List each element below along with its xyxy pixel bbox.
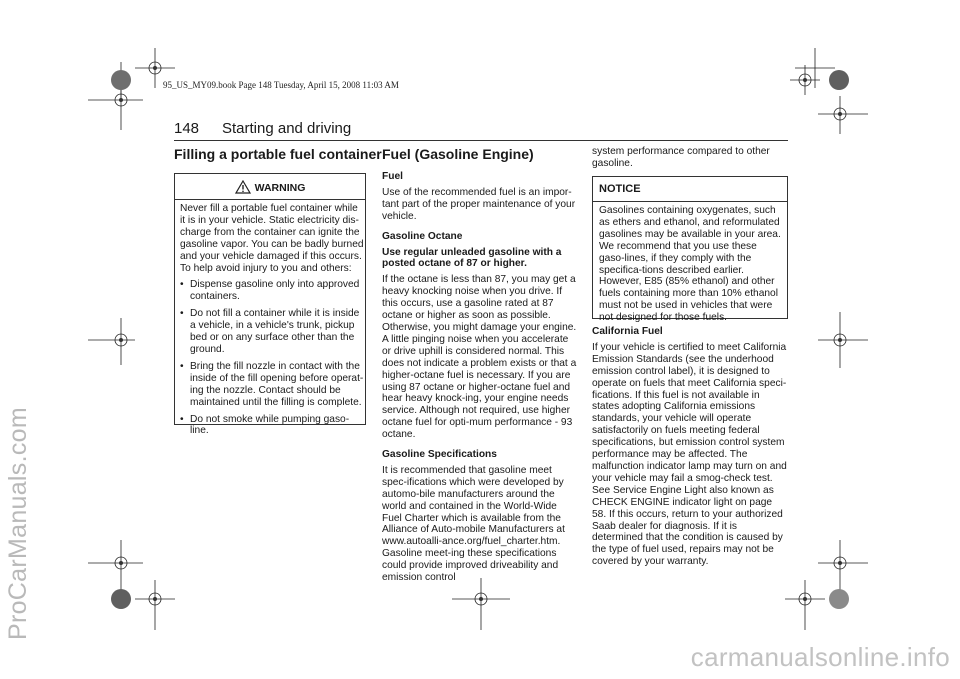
fuel-section xyxy=(382,171,578,592)
california-subheading: California Fuel xyxy=(592,326,663,337)
octane-bold-text: Use regular unleaded gasoline with a posted octane of 87 or higher. xyxy=(382,246,562,270)
warning-list xyxy=(180,279,364,437)
page-number: 148 xyxy=(174,120,200,137)
header-rule xyxy=(174,140,788,141)
fuel-paragraph: Use of the recommended fuel is an impor-tant part of the proper maintenance of your vehicle. xyxy=(382,186,576,222)
heading-portable-fuel: Filling a portable fuel container xyxy=(174,146,382,162)
watermark-left: ProCarManuals.com xyxy=(4,407,32,640)
california-fuel-section xyxy=(592,326,788,568)
section-title: Starting and driving xyxy=(222,120,352,137)
octane-paragraph: If the octane is less than 87, you may get a heavy knocking noise when you drive. If this occurs, use a gasoline rated at 87 octane or higher as soon as possible. Otherwise, you might damage your engine. A little pinging noise when you accelerate or drive uphill is considered normal. This does not indicate a problem exists or that a higher-octane fuel is necessary. If you are using 87 octane or higher-octane fuel and hear heavy knock-ing, your engine needs service. Although not required, use higher octane fuel for opti-mum performance - 93 octane. xyxy=(382,274,577,441)
notice-box xyxy=(592,176,788,324)
warning-box xyxy=(174,173,366,437)
warning-bullet: • Do not fill a container while it is inside a vehicle, in a vehicle's trunk, pickup bed or on any surface other than the ground. xyxy=(180,308,364,356)
warning-title: WARNING xyxy=(254,182,306,194)
spec-subheading: Gasoline Specifications xyxy=(382,449,497,461)
warning-header xyxy=(175,180,365,194)
warning-intro: Never fill a portable fuel container while it is in your vehicle. Static electricity dis-charge from the container can ignite the gasoline vapor. You can be badly burned and your vehicle damaged if this occurs. To help avoid injury to you and others: xyxy=(180,203,364,274)
notice-body: Gasolines containing oxygenates, such as ethers and ethanol, and reformulated gasolines may be available in your area. We recommend that you use these gaso-lines, if they comply with the specifica-tions described earlier. However, E85 (85% ethanol) and other fuels containing more than 10% ethanol must not be used in vehicles that were not designed for those fuels. xyxy=(599,205,781,324)
fuel-subheading: Fuel xyxy=(382,171,403,182)
octane-subheading: Gasoline Octane xyxy=(382,230,463,242)
warning-bullet: • Dispense gasoline only into approved containers. xyxy=(180,279,364,303)
warning-bullet: • Bring the fill nozzle in contact with the inside of the fill opening before operat-ing the nozzle. Contact should be maintained until the filling is complete. xyxy=(180,361,364,409)
notice-divider xyxy=(593,201,787,202)
warning-triangle-icon xyxy=(235,180,251,194)
warning-divider xyxy=(175,199,365,200)
spec-paragraph: It is recommended that gasoline meet spec-ifications which were developed by automo-bile manufacturers around the world and contained in the World-Wide Fuel Charter which is available from the Alliance of Auto-mobile Manufacturers at www.autoalli-ance.org/fuel_charter.htm. Gasoline meet-ing these specifications could provide improved driveability and emission control xyxy=(382,464,565,584)
continued-text xyxy=(592,146,788,170)
warning-body xyxy=(180,203,364,442)
notice-title: NOTICE xyxy=(599,183,641,195)
california-paragraph: If your vehicle is certified to meet California Emission Standards (see the underhood emission control label), it is designed to operate on fuels that meet California speci-fications. If this fuel is not available in states adopting California emissions standards, your vehicle will operate satisfactorily on fuels meeting federal specifications, but emission control system performance may be affected. The malfunction indicator lamp may turn on and your vehicle may fail a smog-check test. See Service Engine Light also known as CHECK ENGINE indicator light on page 58. If this occurs, return to your authorized Saab dealer for diagnosis. If it is determined that the condition is caused by the type of fuel used, repairs may not be covered by your warranty. xyxy=(592,341,787,568)
warning-bullet: • Do not smoke while pumping gaso-line. xyxy=(180,414,364,438)
continued-paragraph: system performance compared to other gasoline. xyxy=(592,146,770,169)
heading-fuel-gasoline: Fuel (Gasoline Engine) xyxy=(382,146,534,162)
watermark-bottom: carmanualsonline.info xyxy=(690,642,950,672)
print-info-line: 95_US_MY09.book Page 148 Tuesday, April 15, 2008 11:03 AM xyxy=(163,80,399,90)
